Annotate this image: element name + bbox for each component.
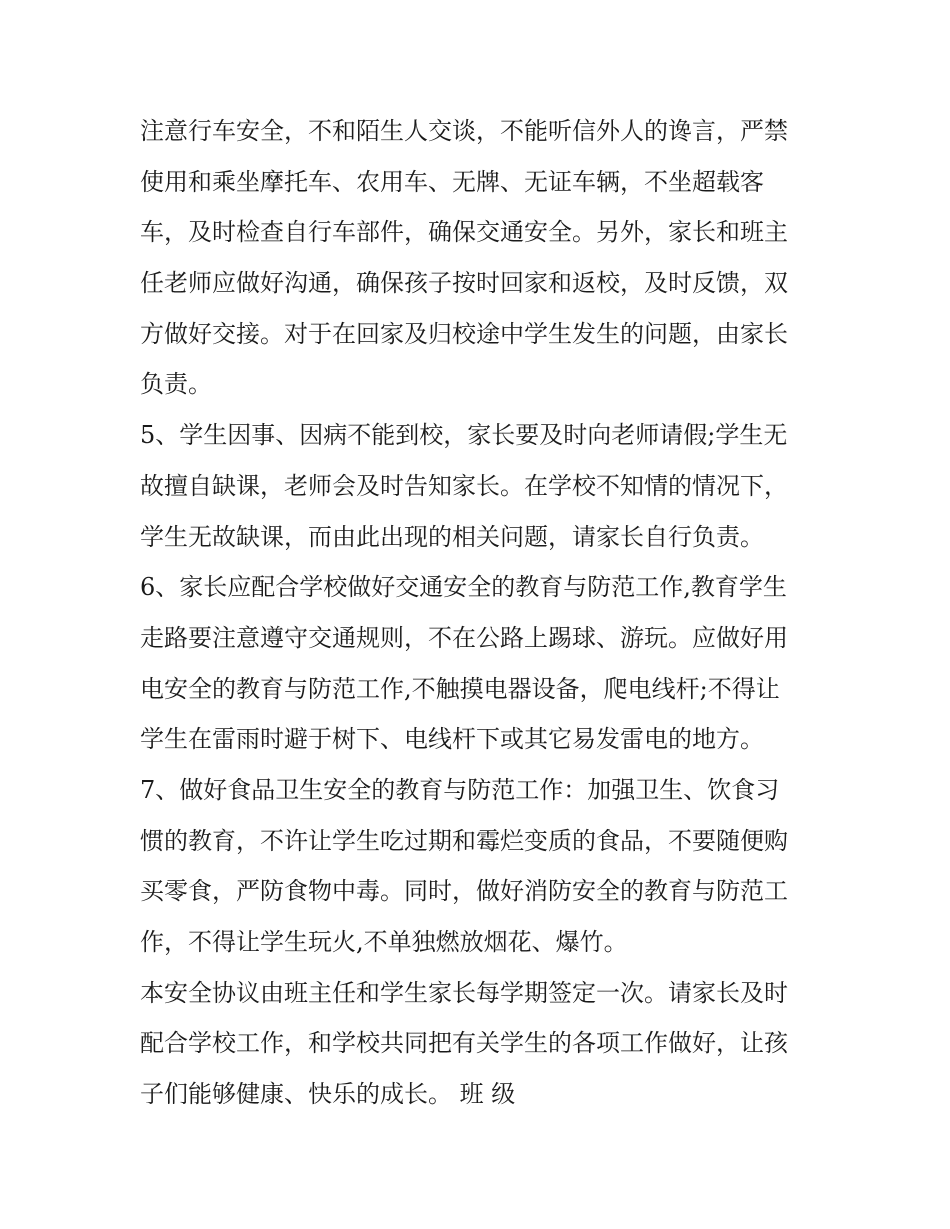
text-line: 买零食，严防食物中毒。同时，做好消防安全的教育与防范工 <box>140 877 788 906</box>
text-line: 走路要注意遵守交通规则，不在公路上踢球、游玩。应做好用 <box>140 623 788 652</box>
text-line: 电安全的教育与防范工作,不触摸电器设备，爬电线杆;不得让 <box>140 674 780 703</box>
text-line: 惯的教育，不许让学生吃过期和霉烂变质的食品，不要随便购 <box>140 826 788 855</box>
text-line: 注意行车安全，不和陌生人交谈，不能听信外人的谗言，严禁 <box>140 117 788 145</box>
text-line: 方做好交接。对于在回家及归校途中学生发生的问题，由家长 <box>140 319 788 348</box>
text-line: 故擅自缺课，老师会及时告知家长。在学校不知情的情况下， <box>140 471 788 500</box>
text-line: 作，不得让学生玩火,不单独燃放烟花、爆竹。 <box>140 928 628 956</box>
text-line: 车，及时检查自行车部件，确保交通安全。另外，家长和班主 <box>140 218 788 247</box>
text-line: 6、家长应配合学校做好交通安全的教育与防范工作,教育学生 <box>140 573 787 602</box>
text-line: 子们能够健康、快乐的成长。 班 级 <box>140 1080 516 1109</box>
text-line: 任老师应做好沟通，确保孩子按时回家和返校，及时反馈，双 <box>140 269 788 298</box>
text-line: 本安全协议由班主任和学生家长每学期签定一次。请家长及时 <box>140 978 788 1007</box>
text-line: 5、学生因事、因病不能到校，家长要及时向老师请假;学生无 <box>140 421 788 450</box>
text-line: 学生在雷雨时避于树下、电线杆下或其它易发雷电的地方。 <box>140 725 764 754</box>
text-line: 学生无故缺课，而由此出现的相关问题，请家长自行负责。 <box>140 522 764 551</box>
text-line: 7、做好食品卫生安全的教育与防范工作：加强卫生、饮食习 <box>140 775 780 804</box>
text-line: 负责。 <box>140 370 212 399</box>
document-body <box>140 106 820 1120</box>
text-line: 配合学校工作，和学校共同把有关学生的各项工作做好，让孩 <box>140 1029 788 1058</box>
text-line: 使用和乘坐摩托车、农用车、无牌、无证车辆，不坐超载客 <box>140 167 764 196</box>
